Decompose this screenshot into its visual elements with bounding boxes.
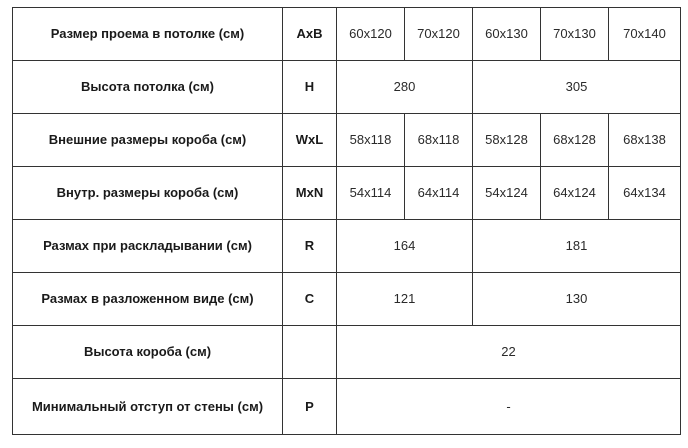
- value-cell: 60x120: [337, 8, 405, 61]
- row-symbol: C: [283, 273, 337, 326]
- table-row: [13, 273, 681, 326]
- table-row: [13, 326, 681, 379]
- row-symbol: [283, 326, 337, 379]
- value-cell: 70x120: [405, 8, 473, 61]
- table-row: [13, 61, 681, 114]
- row-label: Размах при раскладывании (см): [13, 220, 283, 273]
- row-label: Размах в разложенном виде (см): [13, 273, 283, 326]
- value-cell: 58x118: [337, 114, 405, 167]
- row-symbol: WxL: [283, 114, 337, 167]
- row-label: Высота потолка (см): [13, 61, 283, 114]
- value-cell: 64x134: [609, 167, 681, 220]
- value-cell: 68x128: [541, 114, 609, 167]
- row-label: Размер проема в потолке (см): [13, 8, 283, 61]
- value-cell: 305: [473, 61, 681, 114]
- row-symbol: H: [283, 61, 337, 114]
- value-cell: 22: [337, 326, 681, 379]
- value-cell: 54x124: [473, 167, 541, 220]
- row-label: Внутр. размеры короба (см): [13, 167, 283, 220]
- row-label: Минимальный отступ от стены (см): [13, 379, 283, 435]
- table-row: [13, 220, 681, 273]
- value-cell: 64x124: [541, 167, 609, 220]
- table-row: [13, 8, 681, 61]
- row-label: Высота короба (см): [13, 326, 283, 379]
- value-cell: 130: [473, 273, 681, 326]
- value-cell: -: [337, 379, 681, 435]
- row-symbol: MxN: [283, 167, 337, 220]
- value-cell: 60x130: [473, 8, 541, 61]
- row-symbol: R: [283, 220, 337, 273]
- value-cell: 280: [337, 61, 473, 114]
- value-cell: 68x138: [609, 114, 681, 167]
- value-cell: 70x140: [609, 8, 681, 61]
- value-cell: 68x118: [405, 114, 473, 167]
- value-cell: 70x130: [541, 8, 609, 61]
- table-row: [13, 114, 681, 167]
- value-cell: 181: [473, 220, 681, 273]
- row-symbol: P: [283, 379, 337, 435]
- specs-table: [12, 7, 681, 435]
- value-cell: 58x128: [473, 114, 541, 167]
- value-cell: 64x114: [405, 167, 473, 220]
- table-row: [13, 379, 681, 435]
- row-symbol: AxB: [283, 8, 337, 61]
- table-row: [13, 167, 681, 220]
- row-label: Внешние размеры короба (см): [13, 114, 283, 167]
- value-cell: 164: [337, 220, 473, 273]
- value-cell: 121: [337, 273, 473, 326]
- value-cell: 54x114: [337, 167, 405, 220]
